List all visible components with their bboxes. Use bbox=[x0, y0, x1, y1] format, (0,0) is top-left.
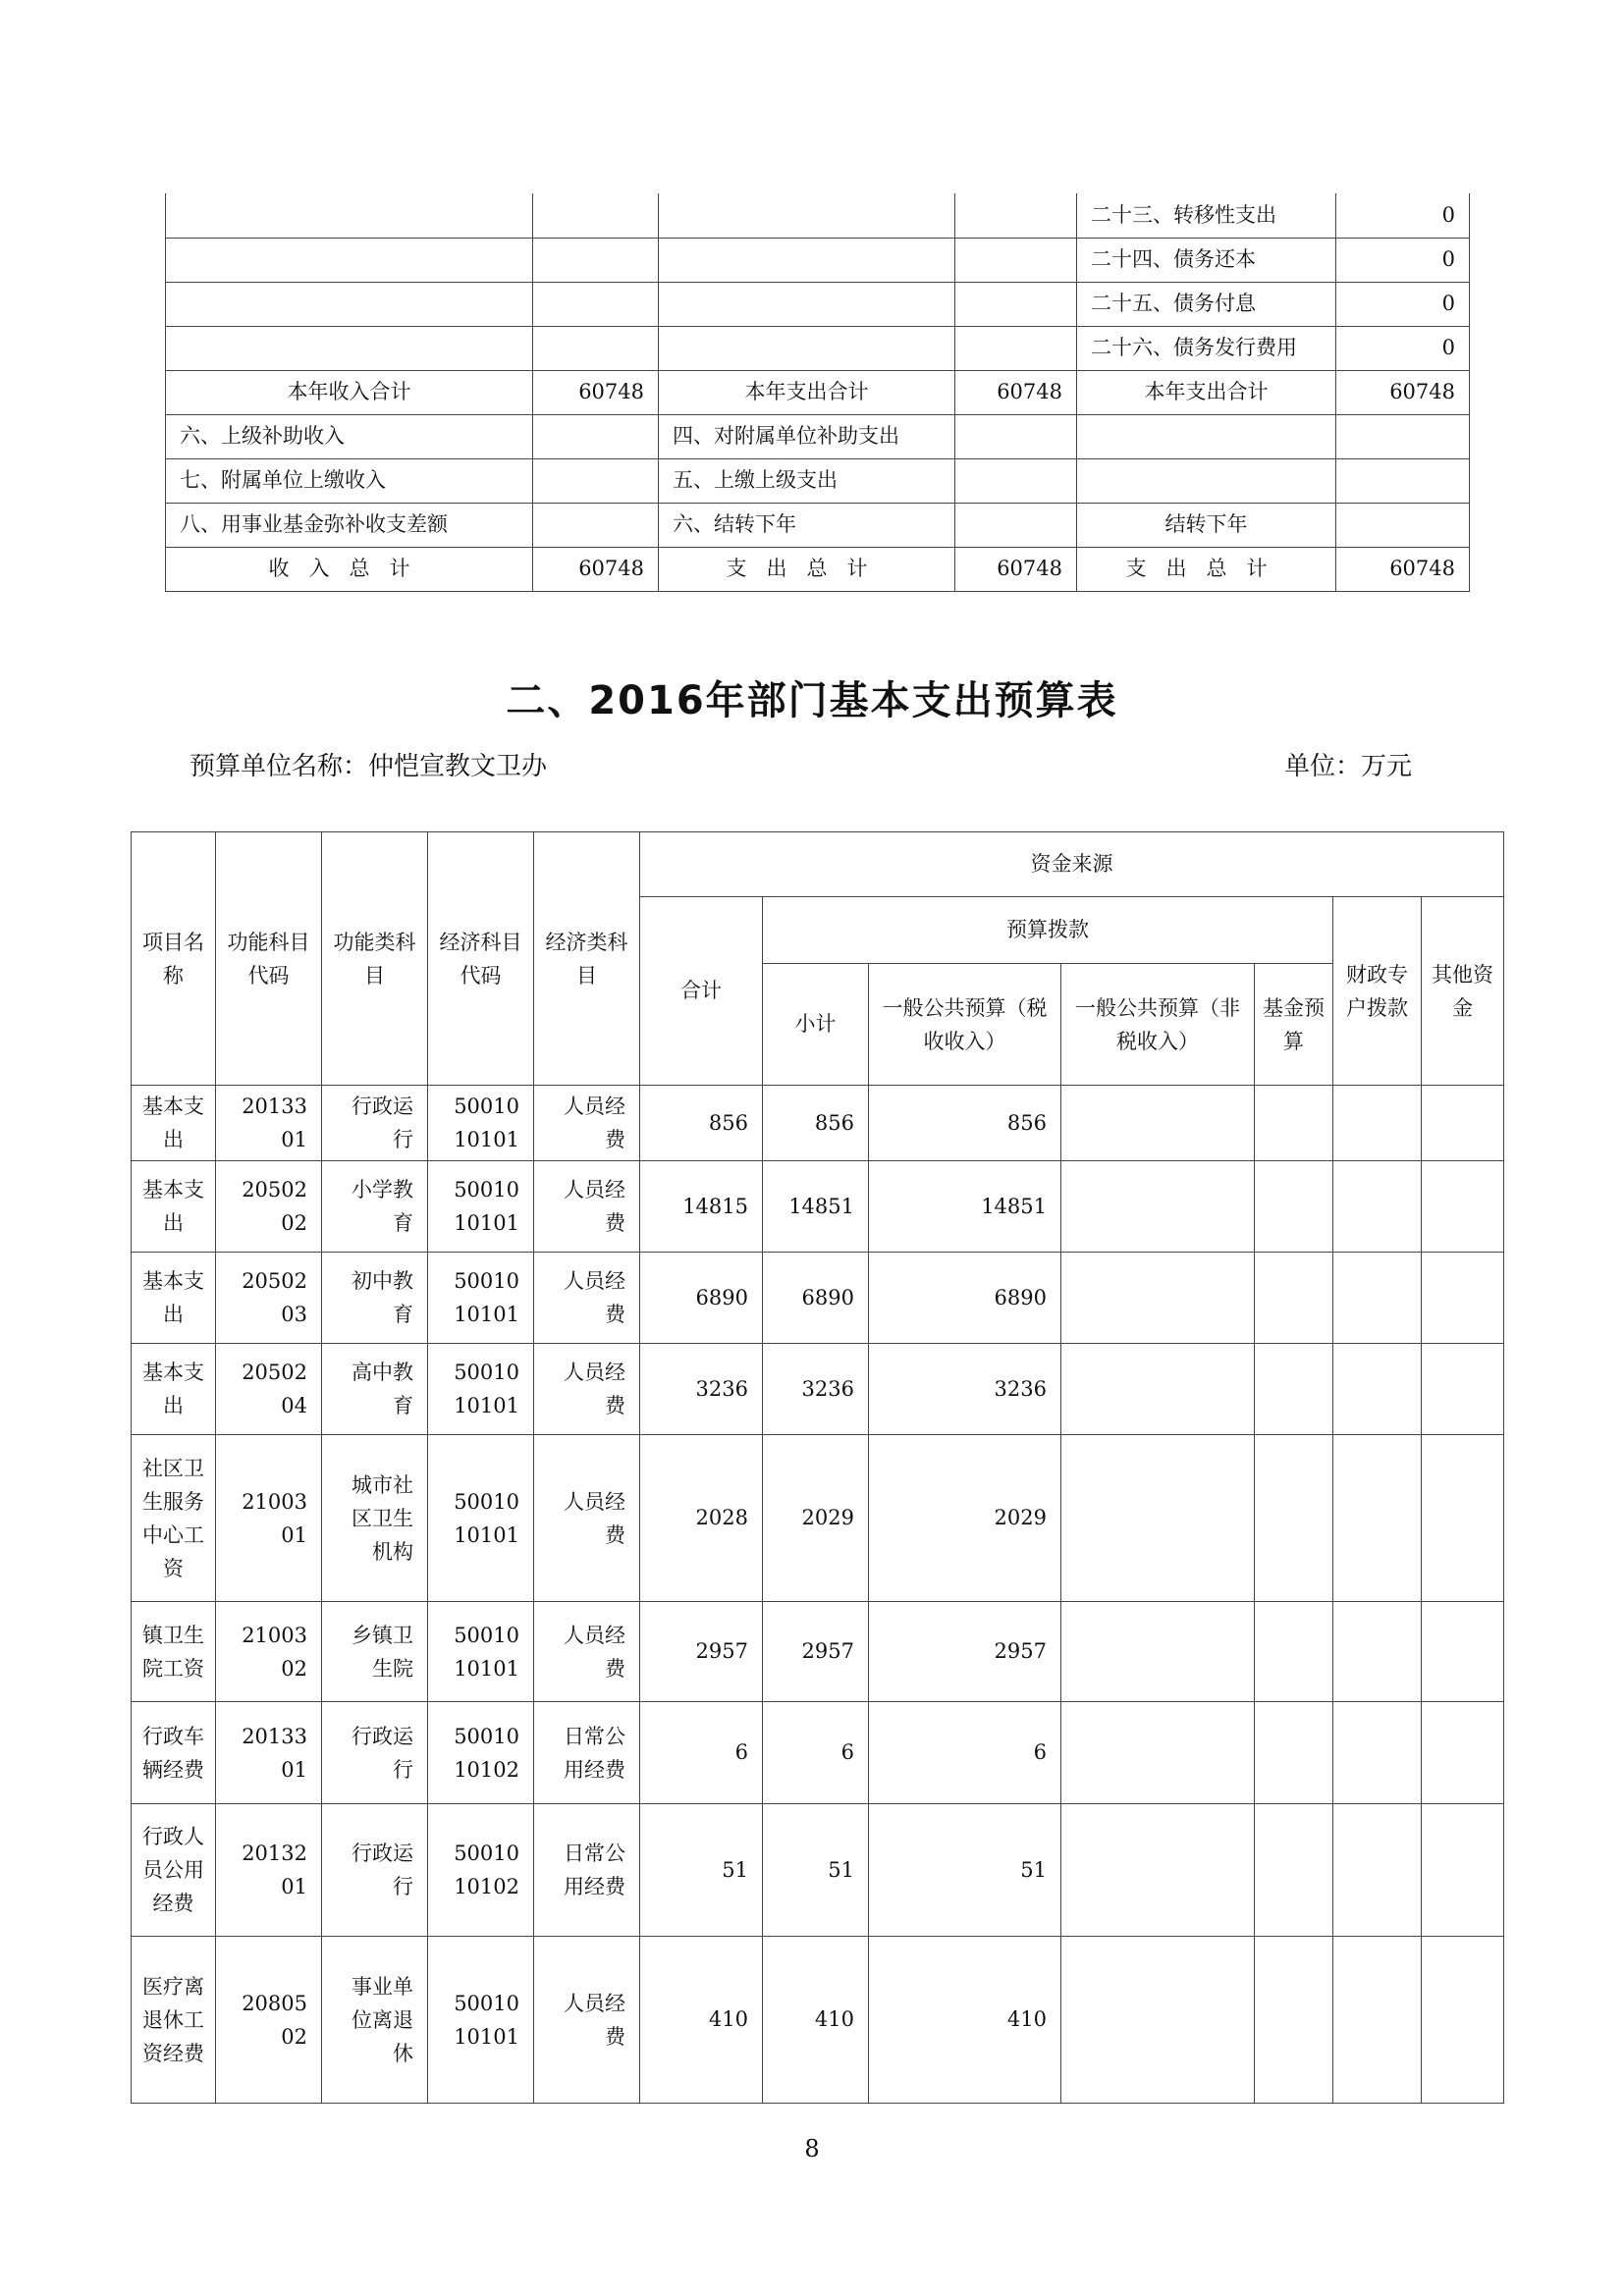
project-name-cell: 医疗离退休工资经费 bbox=[132, 1937, 216, 2104]
gpb-tax-cell: 856 bbox=[869, 1086, 1061, 1161]
subtotal-cell: 6 bbox=[763, 1702, 869, 1804]
econ-code-cell: 5001010101 bbox=[428, 1937, 534, 2104]
summary-item-cell bbox=[1077, 414, 1336, 458]
summary-amount-cell bbox=[1336, 458, 1470, 503]
summary-amount-cell: 60748 bbox=[1336, 370, 1470, 414]
econ-code-cell: 5001010101 bbox=[428, 1344, 534, 1435]
fiscal-special-cell bbox=[1333, 1804, 1422, 1937]
fiscal-special-cell bbox=[1333, 1435, 1422, 1602]
total-cell: 6890 bbox=[640, 1253, 763, 1344]
summary-amount-cell bbox=[955, 414, 1077, 458]
summary-item-cell: 本年支出合计 bbox=[1077, 370, 1336, 414]
summary-item-cell: 结转下年 bbox=[1077, 503, 1336, 547]
fiscal-special-cell bbox=[1333, 1253, 1422, 1344]
fund-budget-cell bbox=[1255, 1344, 1333, 1435]
budget-unit-label: 预算单位名称： bbox=[189, 752, 369, 781]
function-code-cell: 2100302 bbox=[216, 1602, 322, 1702]
summary-amount-cell bbox=[533, 503, 659, 547]
summary-item-cell bbox=[659, 238, 955, 282]
summary-row bbox=[166, 193, 1470, 238]
function-code-cell: 2050204 bbox=[216, 1344, 322, 1435]
budget-row bbox=[132, 1253, 1504, 1344]
fiscal-special-cell bbox=[1333, 1086, 1422, 1161]
summary-amount-cell: 0 bbox=[1336, 326, 1470, 370]
summary-amount-cell: 60748 bbox=[1336, 547, 1470, 591]
header-project-name: 项目名称 bbox=[132, 832, 216, 1086]
gpb-tax-cell: 3236 bbox=[869, 1344, 1061, 1435]
summary-amount-cell: 0 bbox=[1336, 193, 1470, 238]
summary-amount-cell bbox=[533, 282, 659, 326]
summary-amount-cell bbox=[533, 414, 659, 458]
header-econ-category: 经济类科目 bbox=[534, 832, 640, 1086]
gpb-tax-cell: 51 bbox=[869, 1804, 1061, 1937]
budget-row bbox=[132, 1702, 1504, 1804]
econ-code-cell: 5001010102 bbox=[428, 1702, 534, 1804]
summary-item-cell: 八、用事业基金弥补收支差额 bbox=[166, 503, 533, 547]
summary-row bbox=[166, 370, 1470, 414]
econ-code-cell: 5001010102 bbox=[428, 1804, 534, 1937]
fiscal-special-cell bbox=[1333, 1161, 1422, 1253]
project-name-cell: 基本支出 bbox=[132, 1253, 216, 1344]
gpb-nontax-cell bbox=[1061, 1602, 1255, 1702]
other-funds-cell bbox=[1422, 1086, 1504, 1161]
summary-row bbox=[166, 458, 1470, 503]
subtotal-cell: 856 bbox=[763, 1086, 869, 1161]
budget-row bbox=[132, 1344, 1504, 1435]
function-code-cell: 2013201 bbox=[216, 1804, 322, 1937]
project-name-cell: 行政车辆经费 bbox=[132, 1702, 216, 1804]
header-other-funds: 其他资金 bbox=[1422, 897, 1504, 1086]
header-gpb-tax: 一般公共预算（税收收入） bbox=[869, 964, 1061, 1086]
header-econ-code: 经济科目代码 bbox=[428, 832, 534, 1086]
gpb-tax-cell: 6 bbox=[869, 1702, 1061, 1804]
total-cell: 2957 bbox=[640, 1602, 763, 1702]
summary-row bbox=[166, 282, 1470, 326]
other-funds-cell bbox=[1422, 1937, 1504, 2104]
page-number: 8 bbox=[804, 2135, 820, 2163]
function-category-cell: 行政运行 bbox=[322, 1702, 428, 1804]
fund-budget-cell bbox=[1255, 1804, 1333, 1937]
summary-amount-cell bbox=[955, 193, 1077, 238]
fund-budget-cell bbox=[1255, 1602, 1333, 1702]
fund-budget-cell bbox=[1255, 1161, 1333, 1253]
project-name-cell: 行政人员公用经费 bbox=[132, 1804, 216, 1937]
gpb-tax-cell: 2957 bbox=[869, 1602, 1061, 1702]
summary-item-cell bbox=[659, 193, 955, 238]
gpb-tax-cell: 14851 bbox=[869, 1161, 1061, 1253]
budget-row bbox=[132, 1161, 1504, 1253]
summary-amount-cell: 60748 bbox=[955, 547, 1077, 591]
summary-amount-cell: 0 bbox=[1336, 282, 1470, 326]
econ-category-cell: 人员经费 bbox=[534, 1253, 640, 1344]
budget-row bbox=[132, 1602, 1504, 1702]
summary-amount-cell bbox=[533, 193, 659, 238]
gpb-nontax-cell bbox=[1061, 1161, 1255, 1253]
summary-item-cell: 二十五、债务付息 bbox=[1077, 282, 1336, 326]
econ-category-cell: 人员经费 bbox=[534, 1086, 640, 1161]
header-gpb-nontax: 一般公共预算（非税收入） bbox=[1061, 964, 1255, 1086]
fund-budget-cell bbox=[1255, 1086, 1333, 1161]
fund-budget-cell bbox=[1255, 1253, 1333, 1344]
summary-amount-cell bbox=[533, 326, 659, 370]
fiscal-special-cell bbox=[1333, 1344, 1422, 1435]
summary-item-cell: 四、对附属单位补助支出 bbox=[659, 414, 955, 458]
section-title: 二、2016年部门基本支出预算表 bbox=[506, 678, 1118, 723]
summary-amount-cell: 60748 bbox=[955, 370, 1077, 414]
function-category-cell: 小学教育 bbox=[322, 1161, 428, 1253]
function-category-cell: 初中教育 bbox=[322, 1253, 428, 1344]
header-total: 合计 bbox=[640, 897, 763, 1086]
other-funds-cell bbox=[1422, 1253, 1504, 1344]
summary-amount-cell bbox=[533, 238, 659, 282]
project-name-cell: 镇卫生院工资 bbox=[132, 1602, 216, 1702]
summary-amount-cell bbox=[1336, 414, 1470, 458]
fiscal-special-cell bbox=[1333, 1937, 1422, 2104]
econ-category-cell: 日常公用经费 bbox=[534, 1702, 640, 1804]
total-cell: 6 bbox=[640, 1702, 763, 1804]
econ-category-cell: 日常公用经费 bbox=[534, 1804, 640, 1937]
project-name-cell: 基本支出 bbox=[132, 1344, 216, 1435]
function-category-cell: 乡镇卫生院 bbox=[322, 1602, 428, 1702]
gpb-tax-cell: 410 bbox=[869, 1937, 1061, 2104]
summary-amount-cell: 60748 bbox=[533, 370, 659, 414]
summary-amount-cell bbox=[955, 458, 1077, 503]
summary-row bbox=[166, 238, 1470, 282]
subtotal-cell: 2957 bbox=[763, 1602, 869, 1702]
summary-amount-cell: 60748 bbox=[533, 547, 659, 591]
currency-unit: 单位：万元 bbox=[1284, 752, 1413, 781]
gpb-nontax-cell bbox=[1061, 1086, 1255, 1161]
function-code-cell: 2050202 bbox=[216, 1161, 322, 1253]
summary-amount-cell bbox=[955, 282, 1077, 326]
gpb-tax-cell: 6890 bbox=[869, 1253, 1061, 1344]
function-category-cell: 行政运行 bbox=[322, 1086, 428, 1161]
header-function-category: 功能类科目 bbox=[322, 832, 428, 1086]
econ-code-cell: 5001010101 bbox=[428, 1086, 534, 1161]
function-code-cell: 2013301 bbox=[216, 1086, 322, 1161]
gpb-nontax-cell bbox=[1061, 1344, 1255, 1435]
fund-budget-cell bbox=[1255, 1702, 1333, 1804]
summary-amount-cell bbox=[533, 458, 659, 503]
total-cell: 2028 bbox=[640, 1435, 763, 1602]
summary-item-cell: 收入总计 bbox=[166, 547, 533, 591]
summary-item-cell bbox=[166, 238, 533, 282]
budget-row bbox=[132, 1804, 1504, 1937]
other-funds-cell bbox=[1422, 1702, 1504, 1804]
summary-item-cell: 二十六、债务发行费用 bbox=[1077, 326, 1336, 370]
econ-code-cell: 5001010101 bbox=[428, 1253, 534, 1344]
econ-code-cell: 5001010101 bbox=[428, 1602, 534, 1702]
summary-item-cell: 二十三、转移性支出 bbox=[1077, 193, 1336, 238]
other-funds-cell bbox=[1422, 1161, 1504, 1253]
summary-amount-cell bbox=[955, 503, 1077, 547]
fiscal-special-cell bbox=[1333, 1702, 1422, 1804]
subtotal-cell: 2029 bbox=[763, 1435, 869, 1602]
fiscal-special-cell bbox=[1333, 1602, 1422, 1702]
function-code-cell: 2100301 bbox=[216, 1435, 322, 1602]
header-fiscal-special: 财政专户拨款 bbox=[1333, 897, 1422, 1086]
subtotal-cell: 410 bbox=[763, 1937, 869, 2104]
header-funding-source: 资金来源 bbox=[640, 832, 1504, 897]
other-funds-cell bbox=[1422, 1602, 1504, 1702]
function-code-cell: 2013301 bbox=[216, 1702, 322, 1804]
header-fund-budget: 基金预算 bbox=[1255, 964, 1333, 1086]
project-name-cell: 基本支出 bbox=[132, 1161, 216, 1253]
econ-category-cell: 人员经费 bbox=[534, 1602, 640, 1702]
summary-amount-cell bbox=[955, 326, 1077, 370]
summary-item-cell: 支出总计 bbox=[659, 547, 955, 591]
basic-expenditure-budget-table bbox=[131, 831, 1504, 2104]
summary-item-cell: 二十四、债务还本 bbox=[1077, 238, 1336, 282]
econ-category-cell: 人员经费 bbox=[534, 1161, 640, 1253]
budget-row bbox=[132, 1937, 1504, 2104]
fund-budget-cell bbox=[1255, 1435, 1333, 1602]
gpb-nontax-cell bbox=[1061, 1804, 1255, 1937]
gpb-nontax-cell bbox=[1061, 1435, 1255, 1602]
econ-code-cell: 5001010101 bbox=[428, 1161, 534, 1253]
summary-row bbox=[166, 414, 1470, 458]
summary-item-cell: 五、上缴上级支出 bbox=[659, 458, 955, 503]
function-code-cell: 2050203 bbox=[216, 1253, 322, 1344]
income-expenditure-summary-table bbox=[165, 193, 1470, 592]
other-funds-cell bbox=[1422, 1435, 1504, 1602]
econ-code-cell: 5001010101 bbox=[428, 1435, 534, 1602]
summary-amount-cell: 0 bbox=[1336, 238, 1470, 282]
header-budget-allocation: 预算拨款 bbox=[763, 897, 1333, 964]
total-cell: 410 bbox=[640, 1937, 763, 2104]
gpb-nontax-cell bbox=[1061, 1937, 1255, 2104]
budget-unit-line bbox=[189, 746, 547, 782]
gpb-tax-cell: 2029 bbox=[869, 1435, 1061, 1602]
total-cell: 3236 bbox=[640, 1344, 763, 1435]
summary-item-cell bbox=[659, 326, 955, 370]
budget-row bbox=[132, 1086, 1504, 1161]
function-category-cell: 行政运行 bbox=[322, 1804, 428, 1937]
budget-unit-name: 仲恺宣教文卫办 bbox=[368, 752, 548, 781]
subtotal-cell: 3236 bbox=[763, 1344, 869, 1435]
summary-item-cell bbox=[166, 282, 533, 326]
other-funds-cell bbox=[1422, 1804, 1504, 1937]
gpb-nontax-cell bbox=[1061, 1253, 1255, 1344]
fund-budget-cell bbox=[1255, 1937, 1333, 2104]
summary-item-cell bbox=[659, 282, 955, 326]
summary-amount-cell bbox=[955, 238, 1077, 282]
econ-category-cell: 人员经费 bbox=[534, 1435, 640, 1602]
summary-item-cell bbox=[1077, 458, 1336, 503]
summary-row bbox=[166, 547, 1470, 591]
subtotal-cell: 14851 bbox=[763, 1161, 869, 1253]
total-cell: 51 bbox=[640, 1804, 763, 1937]
gpb-nontax-cell bbox=[1061, 1702, 1255, 1804]
function-category-cell: 事业单位离退休 bbox=[322, 1937, 428, 2104]
summary-item-cell bbox=[166, 326, 533, 370]
header-subtotal: 小计 bbox=[763, 964, 869, 1086]
total-cell: 856 bbox=[640, 1086, 763, 1161]
budget-row bbox=[132, 1435, 1504, 1602]
subtotal-cell: 51 bbox=[763, 1804, 869, 1937]
function-category-cell: 城市社区卫生机构 bbox=[322, 1435, 428, 1602]
summary-item-cell bbox=[166, 193, 533, 238]
summary-row bbox=[166, 326, 1470, 370]
summary-item-cell: 六、结转下年 bbox=[659, 503, 955, 547]
function-category-cell: 高中教育 bbox=[322, 1344, 428, 1435]
function-code-cell: 2080502 bbox=[216, 1937, 322, 2104]
project-name-cell: 基本支出 bbox=[132, 1086, 216, 1161]
summary-item-cell: 本年支出合计 bbox=[659, 370, 955, 414]
header-function-code: 功能科目代码 bbox=[216, 832, 322, 1086]
econ-category-cell: 人员经费 bbox=[534, 1344, 640, 1435]
econ-category-cell: 人员经费 bbox=[534, 1937, 640, 2104]
summary-item-cell: 七、附属单位上缴收入 bbox=[166, 458, 533, 503]
summary-item-cell: 本年收入合计 bbox=[166, 370, 533, 414]
other-funds-cell bbox=[1422, 1344, 1504, 1435]
subtotal-cell: 6890 bbox=[763, 1253, 869, 1344]
summary-row bbox=[166, 503, 1470, 547]
project-name-cell: 社区卫生服务中心工资 bbox=[132, 1435, 216, 1602]
total-cell: 14815 bbox=[640, 1161, 763, 1253]
summary-item-cell: 支出总计 bbox=[1077, 547, 1336, 591]
summary-item-cell: 六、上级补助收入 bbox=[166, 414, 533, 458]
summary-amount-cell bbox=[1336, 503, 1470, 547]
